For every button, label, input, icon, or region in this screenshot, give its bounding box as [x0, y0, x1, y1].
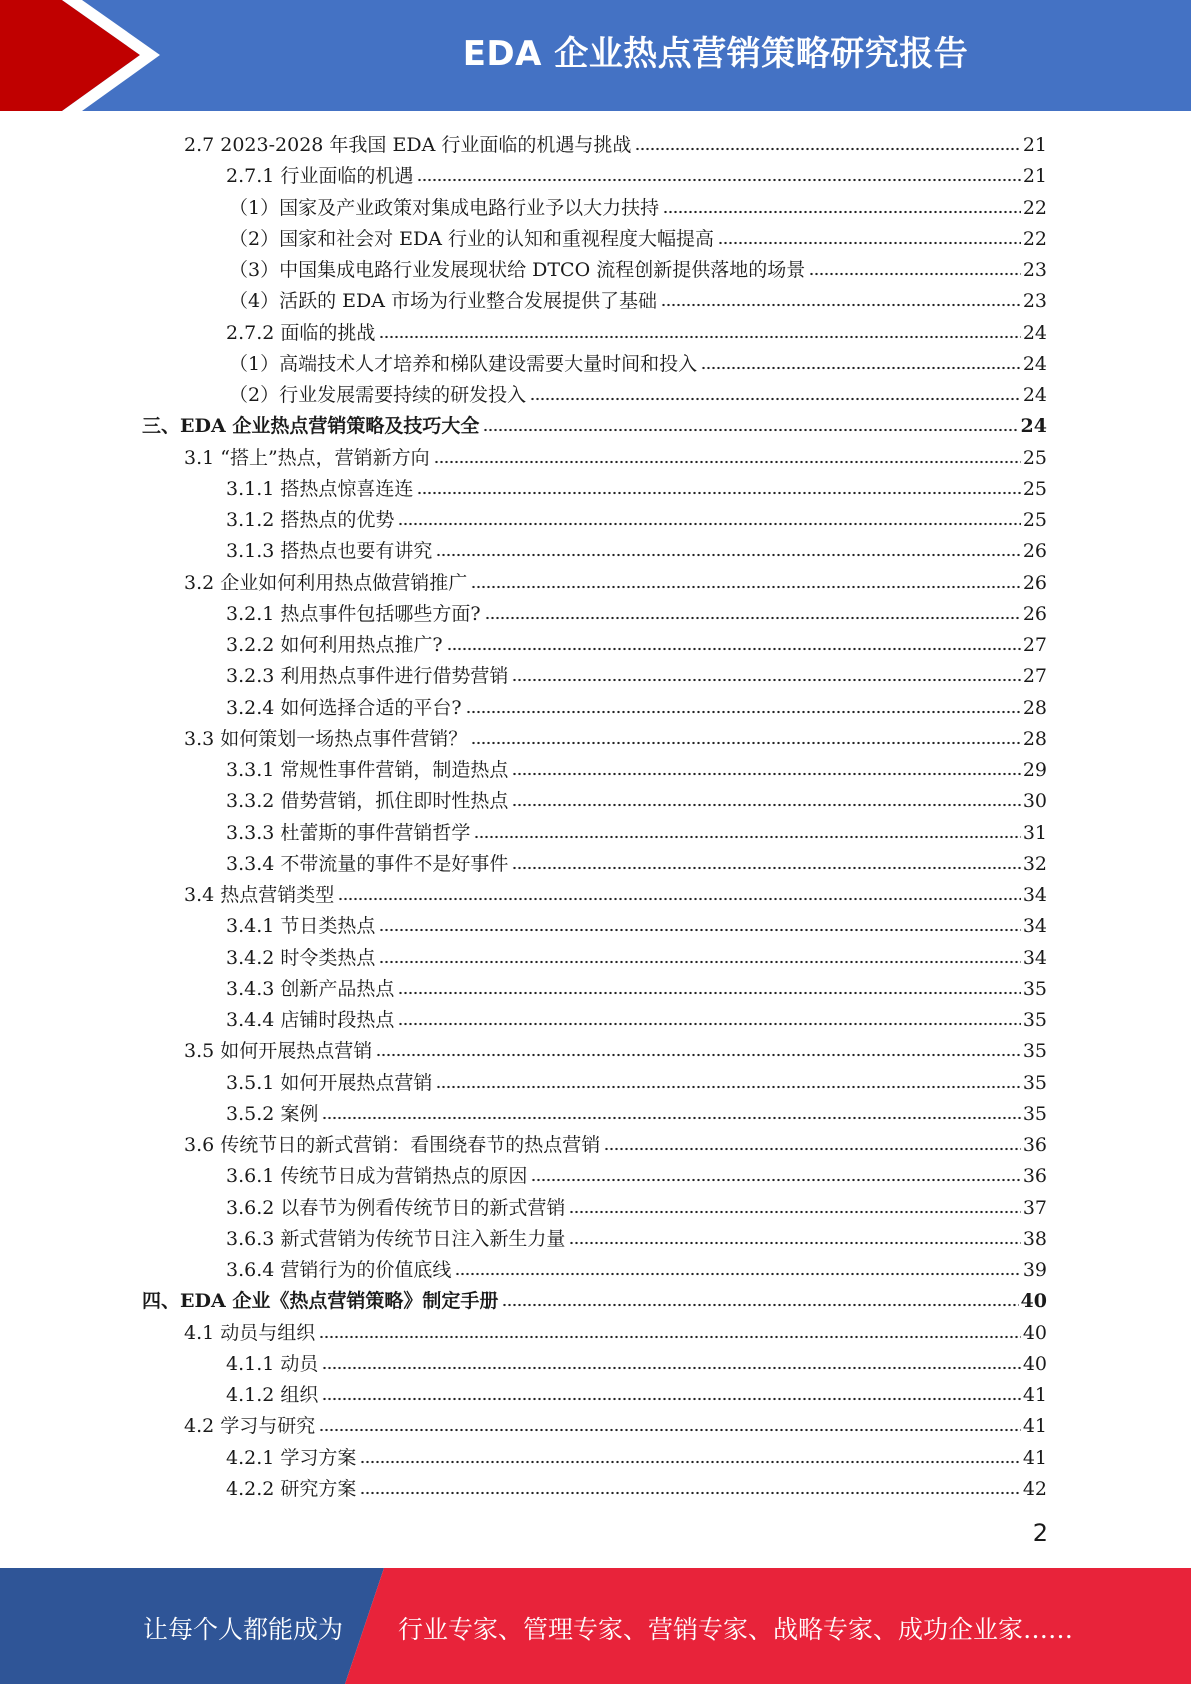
- toc-entry-title: 3.1.3 搭热点也要有讲究: [226, 540, 433, 563]
- toc-entry[interactable]: [226, 1065, 1047, 1096]
- page-number: 2: [1032, 1519, 1048, 1547]
- toc-entry-title: （1）国家及产业政策对集成电路行业予以大力扶持: [229, 196, 660, 219]
- toc-entry[interactable]: [226, 502, 1047, 533]
- toc-dot-leader: [471, 584, 1021, 590]
- toc-entry-title: 4.2 学习与研究: [184, 1415, 316, 1438]
- toc-entry-page: 25: [1022, 446, 1047, 469]
- toc-entry-page: 22: [1022, 227, 1047, 250]
- toc-entry-title: 3.4 热点营销类型: [184, 884, 335, 906]
- toc-entry-title: 3.6.1 传统节日成为营销热点的原因: [226, 1165, 528, 1188]
- toc-entry[interactable]: [226, 783, 1047, 814]
- footer-slogan-right: 行业专家、管理专家、营销专家、战略专家、成功企业家……: [398, 1615, 1074, 1644]
- toc-entry[interactable]: [226, 752, 1047, 783]
- toc-entry[interactable]: [226, 690, 1047, 721]
- toc-entry-page: 36: [1022, 1134, 1047, 1156]
- toc-entry[interactable]: [226, 471, 1047, 502]
- toc-dot-leader: [569, 1209, 1020, 1215]
- toc-entry-title: 四、EDA 企业《热点营销策略》制定手册: [142, 1290, 499, 1313]
- toc-entry[interactable]: [142, 1283, 1047, 1314]
- toc-entry[interactable]: [226, 315, 1047, 346]
- toc-entry-page: 27: [1022, 634, 1047, 656]
- toc-entry-title: （1）高端技术人才培养和梯队建设需要大量时间和投入: [229, 352, 698, 375]
- toc-entry-page: 26: [1022, 602, 1047, 625]
- toc-dot-leader: [483, 427, 1018, 433]
- toc-dot-leader: [322, 1396, 1020, 1402]
- toc-dot-leader: [379, 927, 1020, 933]
- toc-entry-page: 34: [1022, 884, 1047, 906]
- toc-entry-page: 35: [1022, 1071, 1047, 1094]
- toc-dot-leader: [604, 1146, 1021, 1152]
- toc-entry-page: 25: [1022, 477, 1047, 500]
- toc-dot-leader: [398, 1021, 1020, 1027]
- toc-entry-title: 3.5 如何开展热点营销: [184, 1040, 373, 1063]
- toc-entry-page: 22: [1022, 196, 1047, 219]
- toc-entry-title: 2.7 2023-2028 年我国 EDA 行业面临的机遇与挑战: [184, 134, 632, 156]
- toc-entry-page: 24: [1022, 352, 1047, 375]
- toc-entry-page: 23: [1022, 290, 1047, 313]
- toc-dot-leader: [466, 709, 1021, 715]
- toc-entry[interactable]: [226, 1190, 1047, 1221]
- toc-entry[interactable]: [184, 1033, 1047, 1064]
- toc-entry-title: 3.5.1 如何开展热点营销: [226, 1071, 433, 1094]
- toc-entry[interactable]: [184, 1127, 1047, 1158]
- toc-entry[interactable]: [184, 1315, 1047, 1346]
- toc-entry[interactable]: [226, 1346, 1047, 1377]
- toc-entry-page: 34: [1022, 946, 1047, 969]
- toc-entry-title: 3.3.2 借势营销，抓住即时性热点: [226, 790, 509, 813]
- toc-entry-title: 3.2.3 利用热点事件进行借势营销: [226, 665, 509, 688]
- toc-entry[interactable]: [226, 158, 1047, 189]
- toc-entry-title: 4.2.1 学习方案: [226, 1446, 357, 1469]
- toc-dot-leader: [379, 959, 1020, 965]
- toc-entry[interactable]: [184, 877, 1047, 908]
- toc-entry-page: 41: [1022, 1415, 1047, 1438]
- toc-entry[interactable]: [226, 1002, 1047, 1033]
- toc-dot-leader: [447, 646, 1021, 652]
- toc-entry-title: 3.2 企业如何利用热点做营销推广: [184, 571, 468, 594]
- toc-entry[interactable]: [226, 815, 1047, 846]
- toc-dot-leader: [531, 1177, 1020, 1183]
- page-header: [0, 0, 1191, 111]
- toc-entry-page: 35: [1022, 977, 1047, 1000]
- page-footer: [0, 1568, 1191, 1684]
- toc-entry-page: 35: [1022, 1009, 1047, 1031]
- toc-entry[interactable]: [229, 252, 1047, 283]
- toc-entry-page: 21: [1022, 134, 1047, 156]
- toc-dot-leader: [434, 459, 1021, 465]
- toc-entry-title: 3.3.4 不带流量的事件不是好事件: [226, 852, 509, 875]
- toc-entry-page: 24: [1020, 415, 1047, 438]
- toc-entry-page: 29: [1022, 759, 1047, 781]
- toc-entry-title: （2）行业发展需要持续的研发投入: [229, 384, 527, 406]
- toc-dot-leader: [474, 834, 1020, 840]
- toc-entry[interactable]: [226, 1471, 1047, 1502]
- toc-entry-title: 3.6.2 以春节为例看传统节日的新式营销: [226, 1196, 566, 1219]
- toc-entry-title: 4.1 动员与组织: [184, 1321, 316, 1344]
- toc-entry-page: 26: [1022, 571, 1047, 594]
- toc-entry-title: （3）中国集成电路行业发展现状给 DTCO 流程创新提供落地的场景: [229, 259, 806, 281]
- toc-entry-page: 23: [1022, 259, 1047, 281]
- toc-dot-leader: [338, 896, 1021, 902]
- toc-entry-title: 3.4.3 创新产品热点: [226, 977, 395, 1000]
- toc-entry-title: 3.3.1 常规性事件营销，制造热点: [226, 759, 509, 781]
- toc-dot-leader: [635, 146, 1020, 152]
- toc-entry-page: 28: [1022, 696, 1047, 719]
- toc-entry-title: 2.7.2 面临的挑战: [226, 321, 376, 344]
- toc-dot-leader: [471, 740, 1021, 746]
- toc-entry-title: 三、EDA 企业热点营销策略及技巧大全: [142, 415, 480, 438]
- toc-dot-leader: [485, 615, 1021, 621]
- toc-entry-page: 41: [1022, 1384, 1047, 1406]
- toc-entry-page: 27: [1022, 665, 1047, 688]
- toc-entry-title: 3.6.3 新式营销为传统节日注入新生力量: [226, 1227, 566, 1250]
- toc-dot-leader: [718, 240, 1021, 246]
- toc-entry-page: 36: [1022, 1165, 1047, 1188]
- toc-entry-page: 38: [1022, 1227, 1047, 1250]
- toc-dot-leader: [398, 521, 1020, 527]
- toc-entry-title: 3.4.2 时令类热点: [226, 946, 376, 969]
- toc-entry-page: 28: [1022, 727, 1047, 750]
- toc-entry-title: 3.5.2 案例: [226, 1102, 319, 1125]
- toc-entry-page: 26: [1022, 540, 1047, 563]
- toc-entry-page: 41: [1022, 1446, 1047, 1469]
- toc-entry[interactable]: [229, 377, 1047, 408]
- toc-dot-leader: [455, 1271, 1020, 1277]
- toc-entry-page: 21: [1022, 165, 1047, 188]
- toc-dot-leader: [436, 552, 1020, 558]
- toc-entry[interactable]: [229, 346, 1047, 377]
- toc-entry-page: 24: [1022, 384, 1047, 406]
- toc-dot-leader: [530, 396, 1021, 402]
- toc-entry[interactable]: [184, 440, 1047, 471]
- toc-entry-title: （4）活跃的 EDA 市场为行业整合发展提供了基础: [229, 290, 657, 313]
- toc-entry-page: 37: [1022, 1196, 1047, 1219]
- toc-dot-leader: [319, 1427, 1021, 1433]
- toc-entry-title: 3.2.2 如何利用热点推广?: [226, 634, 443, 656]
- toc-entry-title: （2）国家和社会对 EDA 行业的认知和重视程度大幅提高: [229, 227, 714, 250]
- toc-entry[interactable]: [226, 846, 1047, 877]
- toc-entry[interactable]: [226, 658, 1047, 689]
- toc-dot-leader: [663, 209, 1021, 215]
- toc-dot-leader: [809, 271, 1021, 277]
- toc-dot-leader: [512, 865, 1020, 871]
- toc-dot-leader: [512, 771, 1020, 777]
- toc-entry[interactable]: [226, 596, 1047, 627]
- toc-entry-page: 40: [1020, 1290, 1047, 1313]
- toc-entry[interactable]: [226, 1221, 1047, 1252]
- toc-entry[interactable]: [229, 283, 1047, 314]
- toc-entry-page: 40: [1022, 1352, 1047, 1375]
- toc-entry[interactable]: [226, 971, 1047, 1002]
- toc-dot-leader: [502, 1302, 1018, 1308]
- toc-entry-page: 32: [1022, 852, 1047, 875]
- toc-entry[interactable]: [226, 1440, 1047, 1471]
- header-arrow-decoration: [0, 0, 160, 111]
- toc-entry-page: 24: [1022, 321, 1047, 344]
- toc-entry-title: 3.3 如何策划一场热点事件营销？: [184, 727, 468, 750]
- toc-dot-leader: [661, 302, 1021, 308]
- toc-entry-title: 4.1.2 组织: [226, 1384, 319, 1406]
- toc-entry-title: 4.2.2 研究方案: [226, 1477, 357, 1500]
- toc-dot-leader: [398, 990, 1020, 996]
- toc-entry[interactable]: [184, 565, 1047, 596]
- toc-entry-page: 42: [1022, 1477, 1047, 1500]
- toc-entry-title: 3.6.4 营销行为的价值底线: [226, 1259, 452, 1281]
- toc-entry[interactable]: [226, 1158, 1047, 1189]
- toc-entry[interactable]: [226, 627, 1047, 658]
- toc-entry[interactable]: [226, 1377, 1047, 1408]
- toc-entry-title: 3.4.1 节日类热点: [226, 915, 376, 938]
- toc-entry-page: 40: [1022, 1321, 1047, 1344]
- toc-dot-leader: [512, 802, 1020, 808]
- toc-entry[interactable]: [229, 190, 1047, 221]
- toc-entry[interactable]: [226, 1252, 1047, 1283]
- toc-entry[interactable]: [226, 940, 1047, 971]
- toc-dot-leader: [319, 1334, 1021, 1340]
- toc-entry-title: 3.1 “搭上”热点，营销新方向: [184, 446, 430, 469]
- toc-dot-leader: [569, 1240, 1020, 1246]
- toc-dot-leader: [322, 1365, 1020, 1371]
- toc-dot-leader: [360, 1490, 1020, 1496]
- toc-entry[interactable]: [184, 1408, 1047, 1439]
- toc-dot-leader: [512, 677, 1020, 683]
- toc-entry-page: 31: [1022, 821, 1047, 844]
- toc-entry-title: 3.2.1 热点事件包括哪些方面?: [226, 602, 481, 625]
- toc-entry[interactable]: [229, 221, 1047, 252]
- toc-entry-page: 35: [1022, 1040, 1047, 1063]
- toc-entry-page: 34: [1022, 915, 1047, 938]
- toc-entry[interactable]: [226, 533, 1047, 564]
- toc-dot-leader: [701, 365, 1021, 371]
- toc-dot-leader: [379, 334, 1020, 340]
- toc-entry-title: 2.7.1 行业面临的机遇: [226, 165, 414, 188]
- toc-entry-page: 30: [1022, 790, 1047, 813]
- toc-entry-title: 3.2.4 如何选择合适的平台?: [226, 696, 462, 719]
- toc-entry-title: 4.1.1 动员: [226, 1352, 319, 1375]
- toc-entry-page: 25: [1022, 509, 1047, 531]
- toc-entry-title: 3.3.3 杜蕾斯的事件营销哲学: [226, 821, 471, 844]
- toc-entry[interactable]: [184, 127, 1047, 158]
- toc-entry-title: 3.6 传统节日的新式营销：看围绕春节的热点营销: [184, 1134, 601, 1156]
- toc-dot-leader: [376, 1052, 1021, 1058]
- toc-entry[interactable]: [226, 1096, 1047, 1127]
- toc-entry[interactable]: [184, 721, 1047, 752]
- toc-entry[interactable]: [142, 408, 1047, 439]
- toc-dot-leader: [417, 490, 1020, 496]
- toc-dot-leader: [436, 1084, 1020, 1090]
- toc-entry-title: 3.1.2 搭热点的优势: [226, 509, 395, 531]
- toc-entry-page: 39: [1022, 1259, 1047, 1281]
- footer-slogan-left: 让每个人都能成为: [143, 1615, 344, 1644]
- report-title: EDA 企业热点营销策略研究报告: [462, 34, 969, 74]
- toc-dot-leader: [417, 177, 1020, 183]
- toc-entry[interactable]: [226, 908, 1047, 939]
- toc-dot-leader: [322, 1115, 1020, 1121]
- toc-entry-title: 3.1.1 搭热点惊喜连连: [226, 477, 414, 500]
- toc-entry-title: 3.4.4 店铺时段热点: [226, 1009, 395, 1031]
- toc-entry-page: 35: [1022, 1102, 1047, 1125]
- toc-dot-leader: [360, 1459, 1020, 1465]
